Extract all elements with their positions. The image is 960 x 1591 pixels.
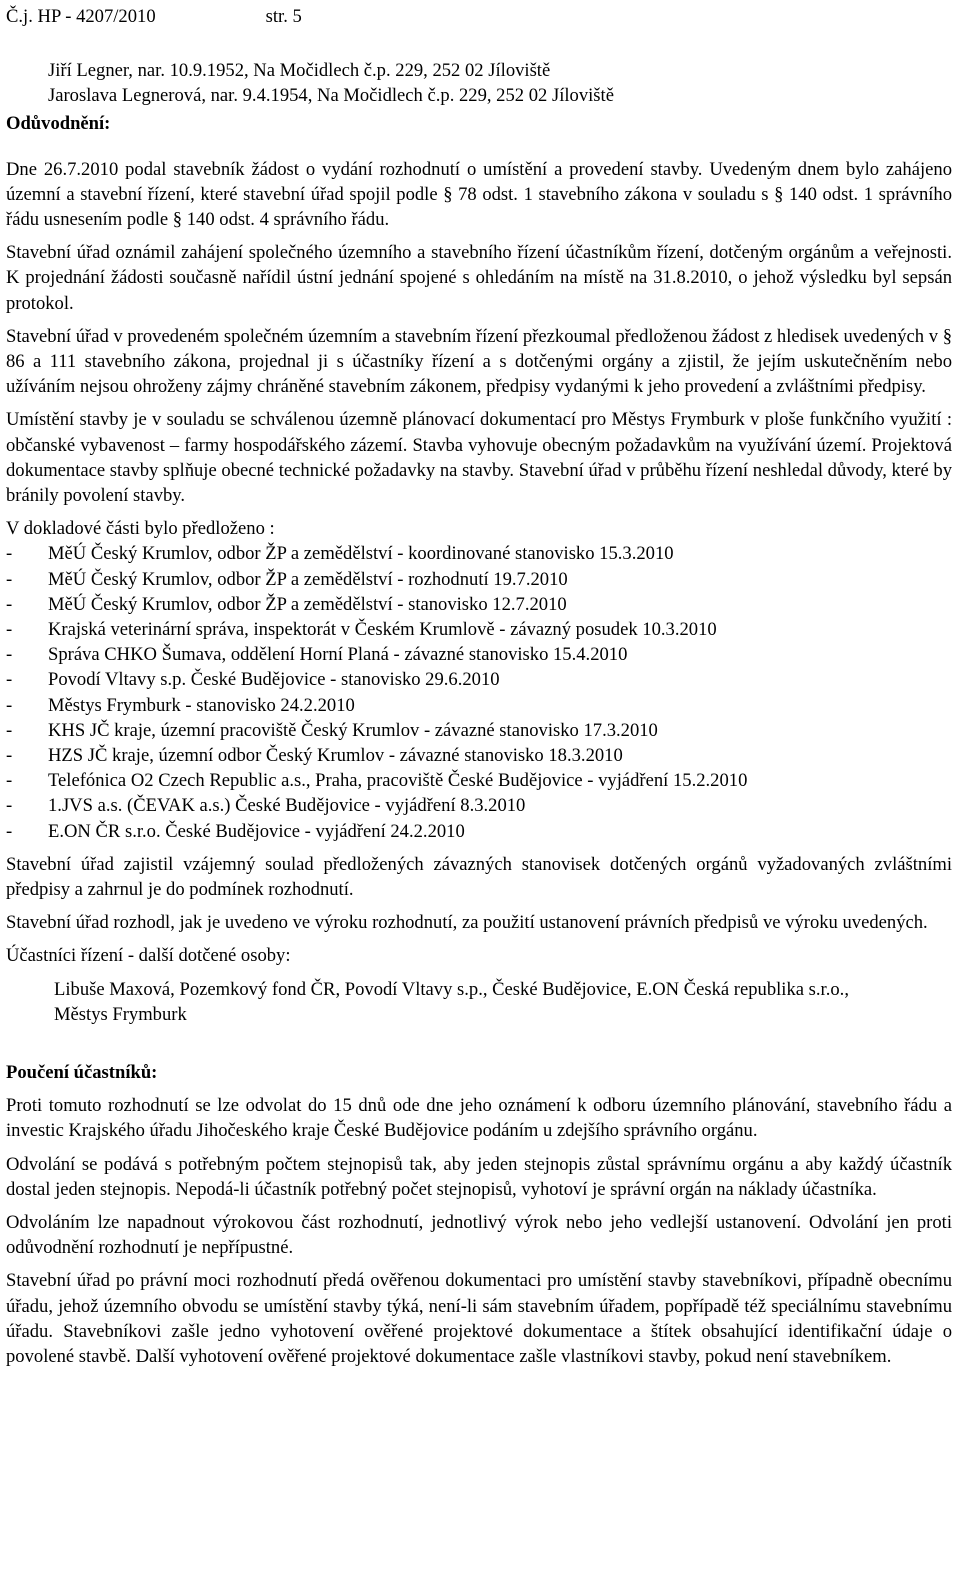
list-item: - E.ON ČR s.r.o. České Budějovice - vyjádření 24.2.2010 <box>6 820 465 842</box>
paragraph: Stavební úřad v provedeném společném územním a stavebním řízení přezkoumal předloženou žádost z hledisek uvedených v § 86 a 111 stavebního zákona, projednal ji s účastníky řízení a s dotčenými orgány a zjistil, že jejím uskutečněním nebo užíváním nejsou ohroženy zájmy chráněné stavebním zákonem, předpisy vydanými k jeho provedení a zvláštními předpisy. <box>6 325 952 398</box>
paragraph: Stavební úřad po právní moci rozhodnutí předá ověřenou dokumentaci pro umístění stavby stavebníkovi, případně obecnímu úřadu, jehož územního obvodu se umístění stavby týká, není-li sám stavebním úřadem, popřípadě též speciálnímu stavebnímu úřadu. Stavebníkovi zašle jedno vyhotovení ověřené projektové dokumentace a štítek obsahující identifikační údaje o povolené stavbě. Další vyhotovení ověřené projektové dokumentace zašle vlastníkovi stavby, pokud není stavebníkem. <box>6 1270 952 1367</box>
page-content <box>6 4 952 1369</box>
list-item: - HZS JČ kraje, územní odbor Český Krumlov - závazné stanovisko 18.3.2010 <box>6 744 623 766</box>
documents-intro: V dokladové části bylo předloženo : <box>6 518 275 540</box>
person-line: Jaroslava Legnerová, nar. 9.4.1954, Na Močidlech č.p. 229, 252 02 Jíloviště <box>48 85 614 107</box>
list-item: - Městys Frymburk - stanovisko 24.2.2010 <box>6 694 355 716</box>
participants-list: Libuše Maxová, Pozemkový fond ČR, Povodí Vltavy s.p., České Budějovice, E.ON Česká republika s.r.o., Městys Frymburk <box>54 978 849 1025</box>
paragraph: Proti tomuto rozhodnutí se lze odvolat do 15 dnů ode dne jeho oznámení k odboru územního plánování, stavebního řádu a investic Krajského úřadu Jihočeského kraje České Budějovice podáním u zdejšího správního orgánu. <box>6 1095 952 1142</box>
list-item: - MěÚ Český Krumlov, odbor ŽP a zemědělství - stanovisko 12.7.2010 <box>6 593 567 615</box>
paragraph: Umístění stavby je v souladu se schválenou územně plánovací dokumentací pro Městys Frymburk v ploše funkčního využití : občanské vybavenost – farmy hospodářského zázemí. Stavba vyhovuje obecným požadavkům na využívání území. Projektová dokumentace stavby splňuje obecné technické požadavky na stavby. Stavební úřad v průběhu řízení neshledal důvody, které by bránily povolení stavby. <box>6 409 952 507</box>
list-item: - 1.JVS a.s. (ČEVAK a.s.) České Budějovice - vyjádření 8.3.2010 <box>6 795 526 817</box>
list-item: - MěÚ Český Krumlov, odbor ŽP a zemědělství - koordinované stanovisko 15.3.2010 <box>6 543 674 565</box>
list-item: - Povodí Vltavy s.p. České Budějovice - stanovisko 29.6.2010 <box>6 669 500 691</box>
instruction-heading: Poučení účastníků: <box>6 1061 158 1083</box>
person-line: Jiří Legner, nar. 10.9.1952, Na Močidlech č.p. 229, 252 02 Jíloviště <box>48 60 551 81</box>
list-item: - KHS JČ kraje, územní pracoviště Český Krumlov - závazné stanovisko 17.3.2010 <box>6 719 658 741</box>
reference-number: Č.j. HP - 4207/2010 <box>6 6 156 27</box>
list-item: - Telefónica O2 Czech Republic a.s., Praha, pracoviště České Budějovice - vyjádření 15.2.2010 <box>6 770 748 792</box>
participants-label: Účastníci řízení - další dotčené osoby: <box>6 945 291 967</box>
reasoning-heading: Odůvodnění: <box>6 113 111 135</box>
paragraph: Odvoláním lze napadnout výrokovou část rozhodnutí, jednotlivý výrok nebo jeho vedlejší ustanovení. Odvolání jen proti odůvodnění rozhodnutí je nepřípustné. <box>6 1211 952 1259</box>
list-item: - Správa CHKO Šumava, oddělení Horní Planá - závazné stanovisko 15.4.2010 <box>6 644 628 666</box>
paragraph: Stavební úřad oznámil zahájení společného územního a stavebního řízení účastníkům řízení, dotčeným orgánům a veřejnosti. K projednání žádosti současně nařídil ústní jednání spojené s ohledáním na místě na 31.8.2010, o jehož výsledku byl sepsán protokol. <box>6 242 952 314</box>
paragraph: Odvolání se podává s potřebným počtem stejnopisů tak, aby jeden stejnopis zůstal správnímu orgánu a aby každý účastník dostal jeden stejnopis. Nepodá-li účastník potřebný počet stejnopisů, vyhotoví je správní orgán na náklady účastníka. <box>6 1153 952 1200</box>
page-header <box>6 4 952 29</box>
paragraph: Stavební úřad rozhodl, jak je uvedeno ve výroku rozhodnutí, za použití ustanovení právních předpisů ve výroku uvedených. <box>6 912 928 934</box>
persons-block <box>48 58 952 108</box>
documents-list <box>6 541 952 843</box>
paragraph: Stavební úřad zajistil vzájemný soulad předložených závazných stanovisek dotčených orgánů vyžadovaných zvláštními předpisy a zahrnul je do podmínek rozhodnutí. <box>6 853 952 900</box>
paragraph: Dne 26.7.2010 podal stavebník žádost o vydání rozhodnutí o umístění a provedení stavby. Uvedeným dnem bylo zahájeno územní a stavební řízení, které stavební úřad spojil podle § 78 odst. 1 stavebního zákona v souladu s § 140 odst. 1 správního řádu usnesením podle § 140 odst. 4 správního řádu. <box>6 158 952 231</box>
list-item: - Krajská veterinární správa, inspektorát v Českém Krumlově - závazný posudek 10.3.2010 <box>6 619 717 641</box>
page-number: str. 5 <box>265 6 302 27</box>
list-item: - MěÚ Český Krumlov, odbor ŽP a zemědělství - rozhodnutí 19.7.2010 <box>6 568 568 590</box>
